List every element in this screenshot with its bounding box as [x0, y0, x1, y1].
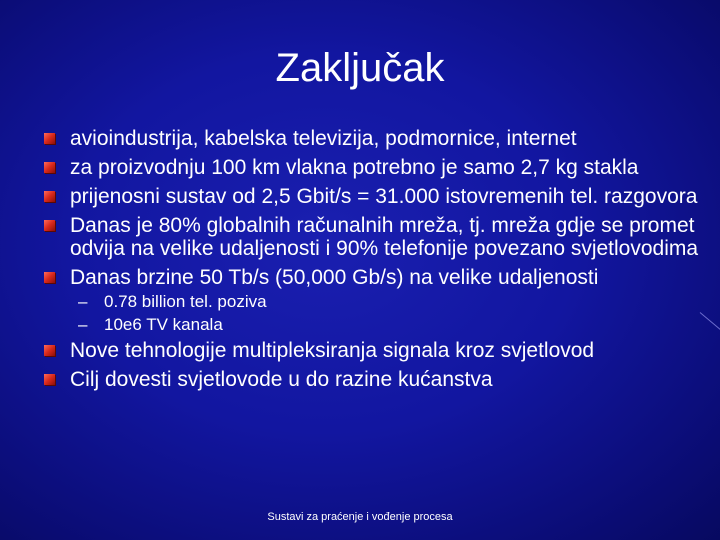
bullet-item: [44, 185, 714, 208]
slide-title: Zaključak: [275, 46, 445, 90]
sub-bullet-item: [44, 315, 714, 335]
bullet-text: Danas je 80% globalnih računalnih mreža, tj. mreža gdje se promet odvija na velike udaljenosti i 90% telefonije povezano svjetlovodima: [70, 214, 699, 260]
bullet-text: avioindustrija, kabelska televizija, podmornice, internet: [70, 127, 577, 150]
sub-bullet-text: 0.78 billion tel. poziva: [104, 292, 267, 311]
bullet-text: Danas brzine 50 Tb/s (50,000 Gb/s) na velike udaljenosti: [70, 266, 599, 289]
square-bullet-icon: [44, 162, 55, 173]
square-bullet-icon: [44, 272, 55, 283]
slide-content: [44, 127, 714, 397]
sub-bullet-text: 10e6 TV kanala: [104, 315, 223, 334]
bullet-item: [44, 214, 714, 260]
bullet-item: [44, 266, 714, 289]
dash-bullet-icon: –: [78, 292, 88, 311]
bullet-item: [44, 156, 714, 179]
bullet-item: [44, 127, 714, 150]
bullet-text: prijenosni sustav od 2,5 Gbit/s = 31.000 istovremenih tel. razgovora: [70, 185, 698, 208]
bullet-item: [44, 339, 714, 362]
square-bullet-icon: [44, 345, 55, 356]
square-bullet-icon: [44, 133, 55, 144]
square-bullet-icon: [44, 191, 55, 202]
sub-bullet-item: [44, 292, 714, 312]
bullet-item: [44, 368, 714, 391]
bullet-text: Cilj dovesti svjetlovode u do razine kućanstva: [70, 368, 493, 391]
slide-footer: Sustavi za praćenje i vođenje procesa: [267, 511, 453, 523]
bullet-text: Nove tehnologije multipleksiranja signala kroz svjetlovod: [70, 339, 595, 362]
bullet-text: za proizvodnju 100 km vlakna potrebno je samo 2,7 kg stakla: [70, 156, 639, 179]
square-bullet-icon: [44, 220, 55, 231]
sub-bullet-list: [44, 292, 714, 335]
square-bullet-icon: [44, 374, 55, 385]
dash-bullet-icon: –: [78, 315, 88, 334]
